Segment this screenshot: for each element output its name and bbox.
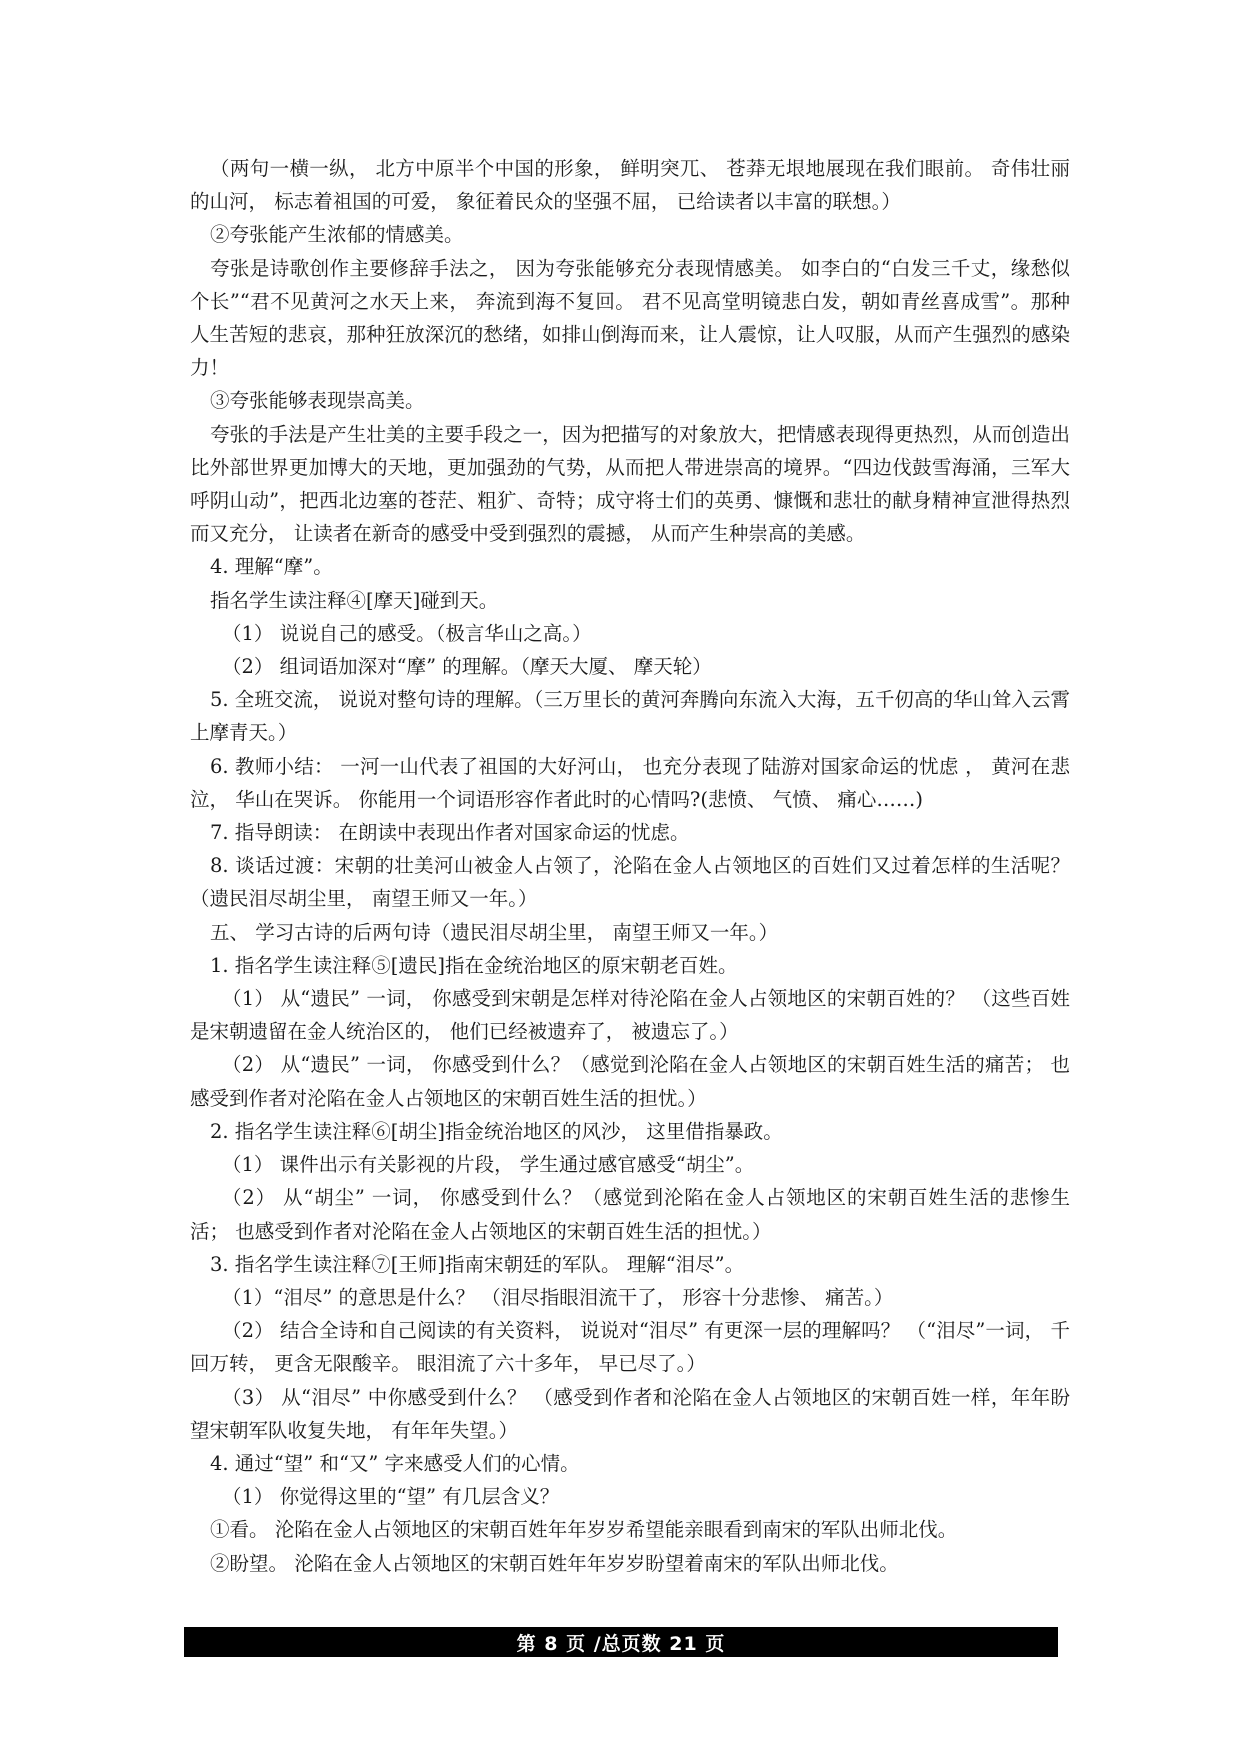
paragraph: ②盼望。 沦陷在金人占领地区的宋朝百姓年年岁岁盼望着南宋的军队出师北伐。 bbox=[210, 1551, 899, 1575]
paragraph: ①看。 沦陷在金人占领地区的宋朝百姓年年岁岁希望能亲眼看到南宋的军队出师北伐。 bbox=[210, 1518, 958, 1542]
paragraph: 1. 指名学生读注释⑤[遗民]指在金统治地区的原宋朝老百姓。 bbox=[210, 953, 738, 977]
paragraph: ③夸张能够表现崇高美。 bbox=[210, 389, 425, 413]
paragraph: （2） 组词语加深对“摩” 的理解。（摩天大厦、 摩天轮） bbox=[222, 655, 712, 679]
paragraph: 4. 通过“望” 和“又” 字来感受人们的心情。 bbox=[210, 1451, 580, 1475]
paragraph: （2） 从“遗民” 一词， 你感受到什么？（感觉到沦陷在金人占领地区的宋朝百姓生活的痛苦； 也感受到作者对沦陷在金人占领地区的宋朝百姓生活的担忧。） bbox=[190, 1053, 1070, 1110]
paragraph: 夸张的手法是产生壮美的主要手段之一，因为把描写的对象放大，把情感表现得更热烈，从而创造出比外部世界更加博大的天地，更加强劲的气势，从而把人带进崇高的境界。“四边伐鼓雪海涌，三军大呼阴山动”，把西北边塞的苍茫、粗犷、奇特；成守将士们的英勇、慷慨和悲壮的献身精神宣泄得热烈而又充分， 让读者在新奇的感受中受到强烈的震撼， 从而产生种崇高的美感。 bbox=[190, 422, 1070, 546]
paragraph: ②夸张能产生浓郁的情感美。 bbox=[210, 223, 464, 247]
paragraph: （1）“泪尽” 的意思是什么？ （泪尽指眼泪流干了， 形容十分悲惨、 痛苦。） bbox=[222, 1285, 894, 1309]
paragraph: 指名学生读注释④[摩天]碰到天。 bbox=[210, 588, 499, 612]
section-heading: 五、 学习古诗的后两句诗（遗民泪尽胡尘里， 南望王师又一年。） bbox=[210, 920, 779, 944]
paragraph: （1） 说说自己的感受。（极言华山之高。） bbox=[222, 621, 592, 645]
paragraph: （2） 从“胡尘” 一词， 你感受到什么？（感觉到沦陷在金人占领地区的宋朝百姓生活的悲惨生活； 也感受到作者对沦陷在金人占领地区的宋朝百姓生活的担忧。） bbox=[190, 1186, 1070, 1243]
paragraph: 2. 指名学生读注释⑥[胡尘]指金统治地区的风沙， 这里借指暴政。 bbox=[210, 1119, 783, 1143]
page-footer bbox=[184, 1627, 1058, 1657]
paragraph: （3） 从“泪尽” 中你感受到什么？ （感受到作者和沦陷在金人占领地区的宋朝百姓一样，年年盼望宋朝军队收复失地， 有年年失望。） bbox=[190, 1385, 1070, 1442]
paragraph: 6. 教师小结： 一河一山代表了祖国的大好河山， 也充分表现了陆游对国家命运的忧虑 ， 黄河在悲泣， 华山在哭诉。 你能用一个词语形容作者此时的心情吗?(悲愤、 气愤、 痛心……) bbox=[190, 754, 1070, 811]
paragraph: （2） 结合全诗和自己阅读的有关资料， 说说对“泪尽” 有更深一层的理解吗？ （“泪尽”一词， 千回万转， 更含无限酸辛。 眼泪流了六十多年， 早已尽了。） bbox=[190, 1319, 1070, 1376]
paragraph: （1） 你觉得这里的“望” 有几层含义？ bbox=[222, 1485, 560, 1509]
paragraph: 4. 理解“摩”。 bbox=[210, 555, 333, 579]
paragraph: 7. 指导朗读： 在朗读中表现出作者对国家命运的忧虑。 bbox=[210, 821, 690, 845]
paragraph: 夸张是诗歌创作主要修辞手法之， 因为夸张能够充分表现情感美。 如李白的“白发三千丈，缘愁似个长”“君不见黄河之水天上来， 奔流到海不复回。 君不见高堂明镜悲白发，朝如青丝喜成雪”。那种人生苦短的悲哀，那种狂放深沉的愁绪，如排山倒海而来，让人震惊，让人叹服，从而产生强烈的感染力！ bbox=[190, 256, 1070, 380]
document-body bbox=[190, 152, 1070, 1580]
paragraph: （两句一横一纵， 北方中原半个中国的形象， 鲜明突兀、 苍莽无垠地展现在我们眼前。 奇伟壮丽的山河， 标志着祖国的可爱， 象征着民众的坚强不屈， 已给读者以丰富的联想。） bbox=[190, 157, 1070, 214]
page-number-label: 第 8 页 /总页数 21 页 bbox=[516, 1632, 726, 1655]
paragraph: （1） 从“遗民” 一词， 你感受到宋朝是怎样对待沦陷在金人占领地区的宋朝百姓的？ （这些百姓是宋朝遗留在金人统治区的， 他们已经被遗弃了， 被遗忘了。） bbox=[190, 987, 1070, 1044]
paragraph: （1） 课件出示有关影视的片段， 学生通过感官感受“胡尘”。 bbox=[222, 1153, 755, 1177]
paragraph: 8. 谈话过渡：宋朝的壮美河山被金人占领了，沦陷在金人占领地区的百姓们又过着怎样的生活呢？（遗民泪尽胡尘里， 南望王师又一年。） bbox=[190, 854, 1070, 911]
paragraph: 3. 指名学生读注释⑦[王师]指南宋朝廷的军队。 理解“泪尽”。 bbox=[210, 1252, 745, 1276]
paragraph: 5. 全班交流， 说说对整句诗的理解。（三万里长的黄河奔腾向东流入大海，五千仞高的华山耸入云霄上摩青天。） bbox=[190, 688, 1070, 745]
